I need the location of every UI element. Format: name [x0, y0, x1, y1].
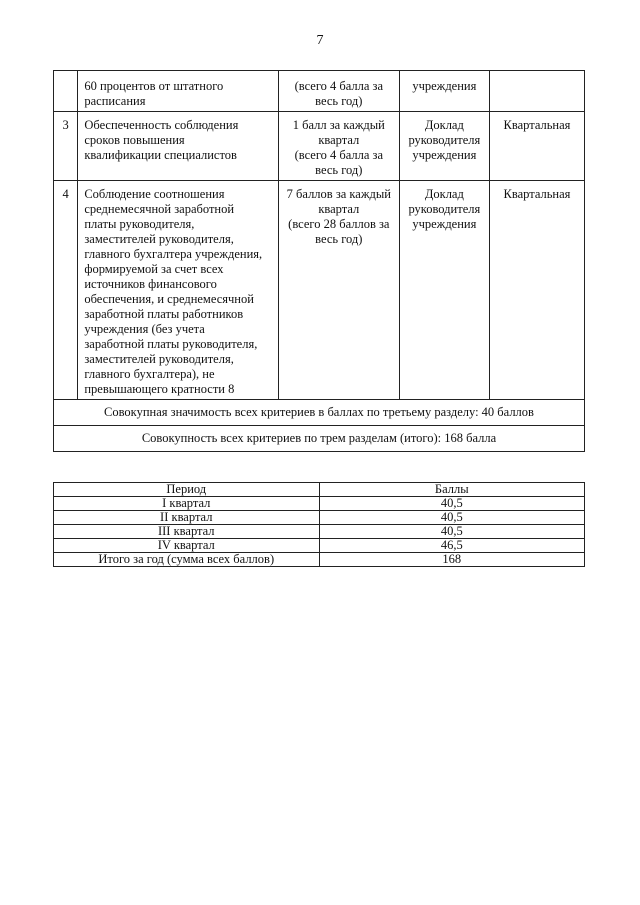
period-cell: Итого за год (сумма всех баллов) [54, 553, 320, 567]
criterion-source: Доклад руководителя учреждения [399, 112, 489, 181]
header-period: Период [54, 483, 320, 497]
table-row [54, 112, 585, 181]
points-cell: 46,5 [319, 539, 584, 553]
table-row [54, 181, 585, 400]
period-cell: I квартал [54, 497, 320, 511]
criterion-name: 60 процентов от штатного расписания [78, 71, 279, 112]
criterion-points: 7 баллов за каждый квартал (всего 28 баллов за весь год) [278, 181, 399, 400]
criteria-table [53, 70, 585, 452]
points-cell: 40,5 [319, 525, 584, 539]
criterion-period [489, 71, 584, 112]
points-cell: 168 [319, 553, 584, 567]
criterion-name: Соблюдение соотношения среднемесячной заработной платы руководителя, заместителей руководителя, главного бухгалтера учреждения, формируемой за счет всех источников финансового обеспечения, и среднемесячной заработной платы работников учреждения (без учета заработной платы руководителя, заместителей руководителя, главного бухгалтера), не превышающего кратности 8 [78, 181, 279, 400]
page-number: 7 [316, 33, 324, 48]
table-row [54, 539, 585, 553]
criterion-points: (всего 4 балла за весь год) [278, 71, 399, 112]
grand-total-row [54, 426, 585, 452]
criterion-source: Доклад руководителя учреждения [399, 181, 489, 400]
criterion-period: Квартальная [489, 181, 584, 400]
period-cell: IV квартал [54, 539, 320, 553]
section-total: Совокупная значимость всех критериев в баллах по третьему разделу: 40 баллов [54, 400, 585, 426]
table-row [54, 497, 585, 511]
period-cell: II квартал [54, 511, 320, 525]
criterion-name: Обеспеченность соблюдения сроков повышения квалификации специалистов [78, 112, 279, 181]
results-header-row [54, 483, 585, 497]
grand-total: Совокупность всех критериев по трем разделам (итого): 168 балла [54, 426, 585, 452]
criterion-period: Квартальная [489, 112, 584, 181]
criterion-points: 1 балл за каждый квартал (всего 4 балла за весь год) [278, 112, 399, 181]
row-number [54, 71, 78, 112]
table-row [54, 511, 585, 525]
criterion-source: учреждения [399, 71, 489, 112]
table-row [54, 525, 585, 539]
table-row [54, 71, 585, 112]
row-number: 3 [54, 112, 78, 181]
table-row [54, 553, 585, 567]
period-cell: III квартал [54, 525, 320, 539]
section-total-row [54, 400, 585, 426]
results-table [53, 482, 585, 567]
points-cell: 40,5 [319, 497, 584, 511]
row-number: 4 [54, 181, 78, 400]
header-points: Баллы [319, 483, 584, 497]
points-cell: 40,5 [319, 511, 584, 525]
